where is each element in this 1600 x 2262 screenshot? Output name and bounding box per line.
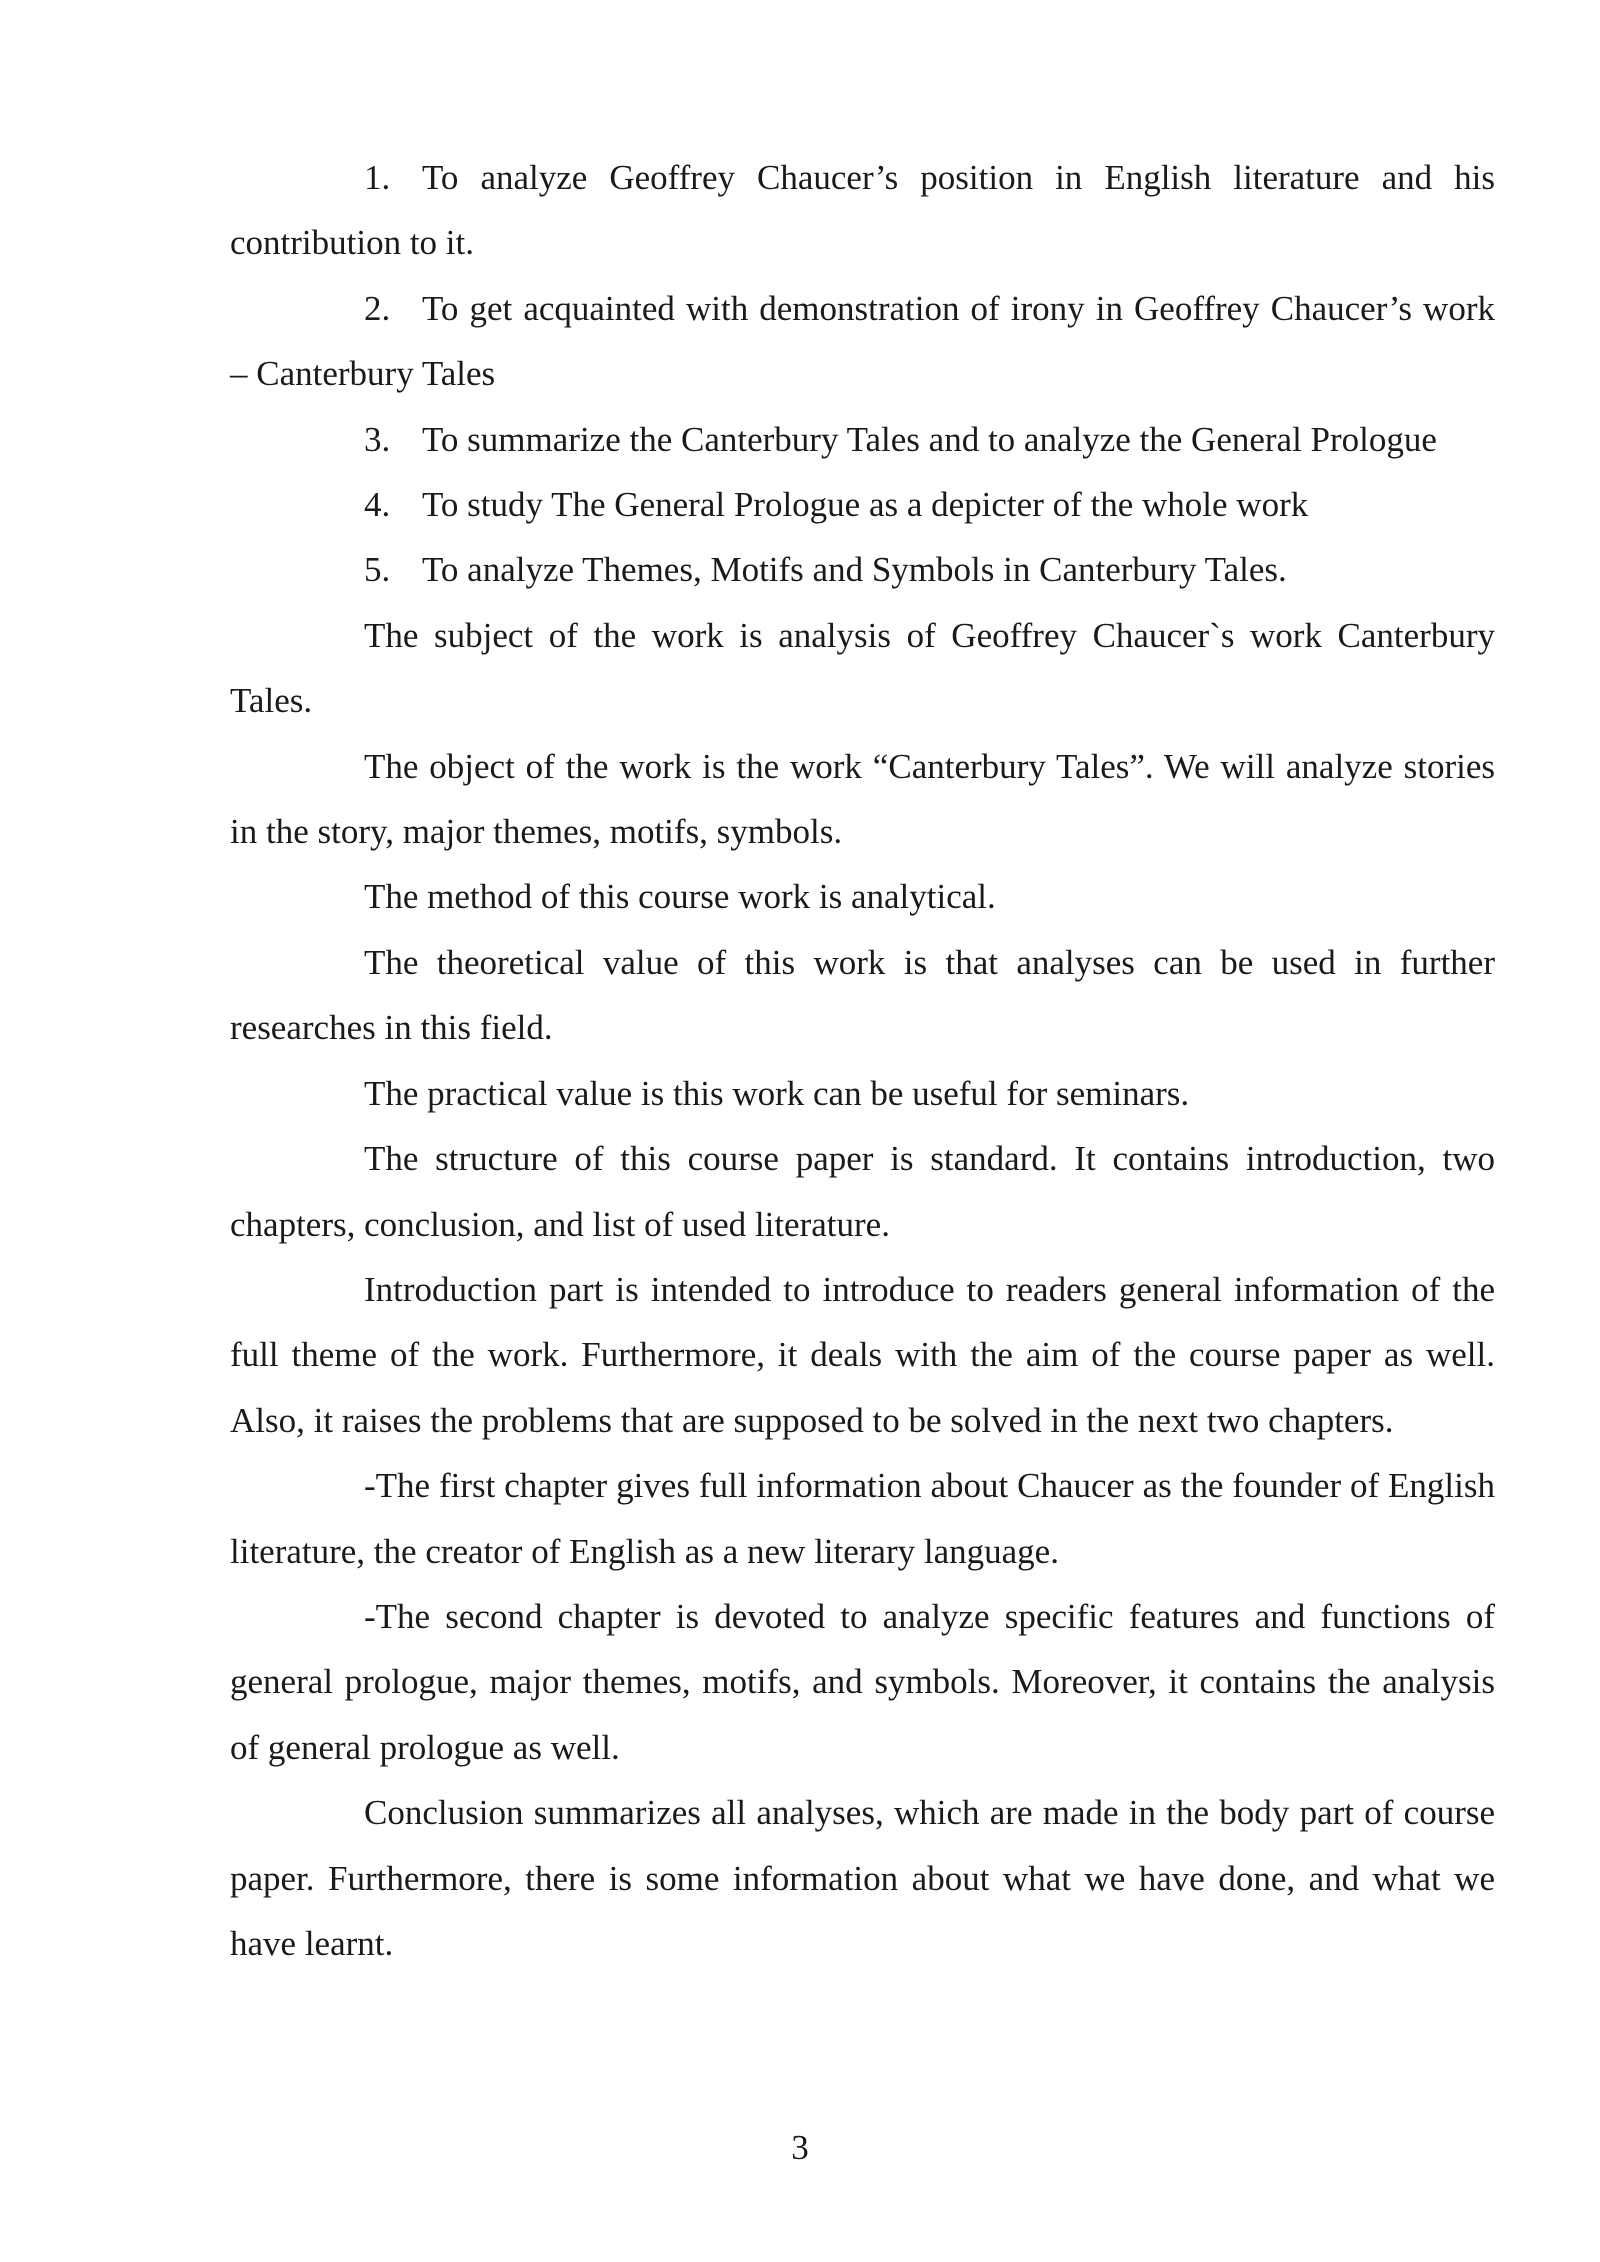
list-number: 1. [364,158,391,197]
list-item-3 [230,407,1495,472]
page-number: 3 [791,2128,809,2167]
list-item-1 [230,145,1495,276]
paragraph-conclusion: Conclusion summarizes all analyses, which are made in the body part of course paper. Furthermore, there is some information about what we have done, and what we have learnt. [230,1793,1495,1963]
list-item-2 [230,276,1495,407]
list-text: To summarize the Canterbury Tales and to analyze the General Prologue [422,419,1437,459]
paragraph-structure: The structure of this course paper is standard. It contains introduction, two chapters, conclusion, and list of used literature. [230,1139,1495,1244]
paragraph-theoretical-value: The theoretical value of this work is that analyses can be used in further researches in this field. [230,942,1495,1048]
list-item-4 [230,472,1495,537]
paragraph-object: The object of the work is the work “Canterbury Tales”. We will analyze stories in the story, major themes, motifs, symbols. [230,746,1495,852]
paragraph-subject: The subject of the work is analysis of Geoffrey Chaucer`s work Canterbury Tales. [230,615,1495,721]
paragraph-first-chapter: -The first chapter gives full information about Chaucer as the founder of English literature, the creator of English as a new literary language. [230,1466,1495,1571]
paragraph-second-chapter: -The second chapter is devoted to analyze specific features and functions of general prologue, major themes, motifs, and symbols. Moreover, it contains the analysis of general prologue as well. [230,1596,1495,1767]
list-item-5 [230,537,1495,602]
list-number: 5. [364,550,391,590]
paragraph-introduction: Introduction part is intended to introduce to readers general information of the full theme of the work. Furthermore, it deals with the aim of the course paper as well. Also, it raises the problems that are supposed to be solved in the next two chapters. [230,1269,1495,1440]
list-text: To get acquainted with demonstration of irony in Geoffrey Chaucer’s work – Canterbury Tales [230,288,1495,394]
list-text: To analyze Geoffrey Chaucer’s position in English literature and his contribution to it. [230,158,1495,263]
list-text: To analyze Themes, Motifs and Symbols in Canterbury Tales. [422,550,1287,590]
page-body [230,145,1495,1976]
list-number: 3. [364,419,391,459]
paragraph-practical-value: The practical value is this work can be useful for seminars. [364,1073,1190,1113]
list-number: 4. [364,485,391,525]
paragraph-method: The method of this course work is analytical. [364,877,996,917]
list-number: 2. [364,288,391,328]
list-text: To study The General Prologue as a depicter of the whole work [422,485,1309,525]
